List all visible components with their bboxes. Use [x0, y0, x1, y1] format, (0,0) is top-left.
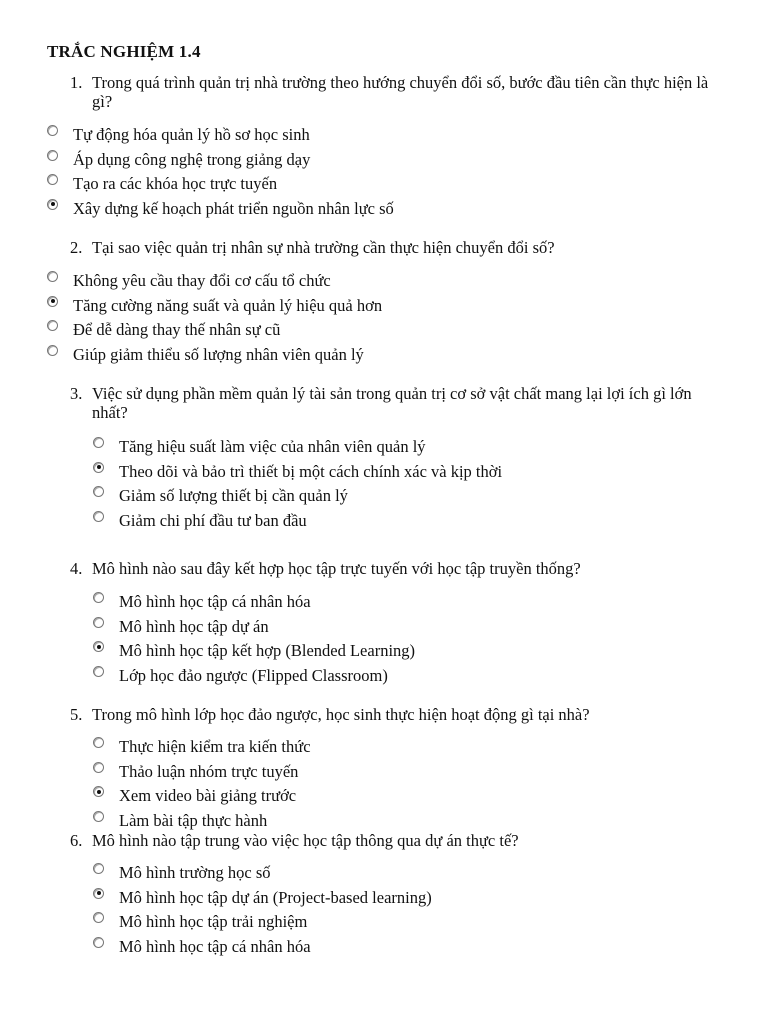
question-6	[70, 831, 730, 850]
option[interactable]	[47, 269, 382, 294]
radio-button[interactable]	[93, 737, 104, 748]
question-text: Mô hình nào tập trung vào việc học tập thông qua dự án thực tế?	[92, 831, 519, 850]
radio-button[interactable]	[93, 592, 104, 603]
option[interactable]	[93, 760, 311, 785]
question-number: 4.	[70, 559, 83, 578]
option-label: Tăng cường năng suất và quản lý hiệu quả hơn	[73, 295, 383, 315]
option[interactable]	[47, 172, 394, 197]
radio-button[interactable]	[47, 320, 58, 331]
option[interactable]	[93, 615, 415, 640]
option[interactable]	[47, 123, 394, 148]
option[interactable]	[93, 639, 415, 664]
option[interactable]	[93, 590, 415, 615]
option[interactable]	[93, 484, 502, 509]
radio-button[interactable]	[47, 150, 58, 161]
options-q5	[93, 735, 311, 833]
option[interactable]	[47, 294, 382, 319]
option[interactable]	[93, 910, 432, 935]
option-label: Tăng hiệu suất làm việc của nhân viên quản lý	[119, 437, 426, 456]
radio-button[interactable]	[47, 199, 58, 210]
option-label: Thực hiện kiểm tra kiến thức	[119, 737, 311, 756]
radio-button[interactable]	[93, 762, 104, 773]
option-label: Giảm số lượng thiết bị cần quản lý	[119, 486, 348, 505]
options-q6	[93, 861, 432, 959]
question-text: Việc sử dụng phần mềm quản lý tài sản trong quản trị cơ sở vật chất mang lại lợi ích gì lớn nhất?	[92, 384, 692, 422]
option[interactable]	[93, 460, 502, 485]
option-label: Mô hình học tập kết hợp (Blended Learning)	[119, 641, 416, 660]
option[interactable]	[93, 435, 502, 460]
radio-button[interactable]	[93, 641, 104, 652]
question-number: 6.	[70, 831, 83, 850]
radio-button[interactable]	[47, 125, 58, 136]
option[interactable]	[93, 861, 432, 886]
question-number: 1.	[70, 73, 83, 92]
option-label: Giúp giảm thiểu số lượng nhân viên quản lý	[73, 344, 364, 364]
question-4	[70, 559, 730, 578]
option-label: Mô hình học tập cá nhân hóa	[119, 592, 311, 611]
option[interactable]	[47, 343, 382, 368]
radio-button[interactable]	[93, 486, 104, 497]
option[interactable]	[93, 735, 311, 760]
question-text: Mô hình nào sau đây kết hợp học tập trực tuyến với học tập truyền thống?	[92, 559, 581, 578]
options-q2	[47, 269, 382, 367]
question-text: Trong quá trình quản trị nhà trường theo hướng chuyển đổi số, bước đầu tiên cần thực hiện là gì?	[92, 73, 709, 111]
option-label: Theo dõi và bảo trì thiết bị một cách chính xác và kịp thời	[119, 461, 503, 481]
option[interactable]	[93, 784, 311, 809]
radio-button[interactable]	[93, 437, 104, 448]
option-label: Mô hình học tập dự án	[119, 616, 269, 636]
question-1	[70, 73, 730, 111]
option-label: Tạo ra các khóa học trực tuyến	[73, 174, 278, 193]
radio-button[interactable]	[93, 811, 104, 822]
radio-button[interactable]	[93, 912, 104, 923]
option-label: Làm bài tập thực hành	[119, 810, 268, 830]
option-label: Mô hình trường học số	[119, 863, 271, 882]
option-label: Xem video bài giảng trước	[119, 786, 297, 805]
radio-button[interactable]	[93, 937, 104, 948]
option-label: Mô hình học tập cá nhân hóa	[119, 936, 311, 956]
radio-button[interactable]	[93, 786, 104, 797]
radio-button[interactable]	[93, 511, 104, 522]
question-number: 5.	[70, 705, 83, 724]
option[interactable]	[93, 809, 311, 834]
option-label: Thảo luận nhóm trực tuyến	[119, 761, 299, 781]
question-text: Trong mô hình lớp học đảo ngược, học sinh thực hiện hoạt động gì tại nhà?	[92, 705, 590, 724]
radio-button[interactable]	[93, 666, 104, 677]
options-q4	[93, 590, 415, 688]
radio-button[interactable]	[93, 888, 104, 899]
option[interactable]	[93, 664, 415, 689]
question-number: 2.	[70, 238, 83, 257]
question-5	[70, 705, 730, 724]
question-number: 3.	[70, 384, 83, 403]
option-label: Áp dụng công nghệ trong giảng dạy	[73, 149, 311, 169]
option[interactable]	[47, 197, 394, 222]
option[interactable]	[93, 509, 502, 534]
option-label: Giảm chi phí đầu tư ban đầu	[119, 510, 307, 530]
question-3	[70, 384, 730, 422]
question-text: Tại sao việc quản trị nhân sự nhà trường cần thực hiện chuyển đổi số?	[92, 238, 555, 257]
option-label: Để dễ dàng thay thế nhân sự cũ	[73, 320, 281, 339]
option-label: Xây dựng kế hoạch phát triển nguồn nhân lực số	[73, 198, 394, 218]
options-q1	[47, 123, 394, 221]
option-label: Mô hình học tập trải nghiệm	[119, 912, 308, 931]
options-q3	[93, 435, 502, 533]
radio-button[interactable]	[93, 617, 104, 628]
radio-button[interactable]	[47, 296, 58, 307]
question-2	[70, 238, 730, 257]
radio-button[interactable]	[93, 462, 104, 473]
option[interactable]	[47, 148, 394, 173]
page-title: TRẮC NGHIỆM 1.4	[47, 42, 201, 61]
radio-button[interactable]	[47, 174, 58, 185]
radio-button[interactable]	[93, 863, 104, 874]
option[interactable]	[93, 935, 432, 960]
option-label: Lớp học đảo ngược (Flipped Classroom)	[119, 665, 388, 685]
option[interactable]	[93, 886, 432, 911]
option-label: Không yêu cầu thay đổi cơ cấu tổ chức	[73, 271, 331, 290]
option[interactable]	[47, 318, 382, 343]
option-label: Mô hình học tập dự án (Project-based learning)	[119, 887, 432, 907]
option-label: Tự động hóa quản lý hồ sơ học sinh	[73, 125, 310, 144]
radio-button[interactable]	[47, 271, 58, 282]
radio-button[interactable]	[47, 345, 58, 356]
